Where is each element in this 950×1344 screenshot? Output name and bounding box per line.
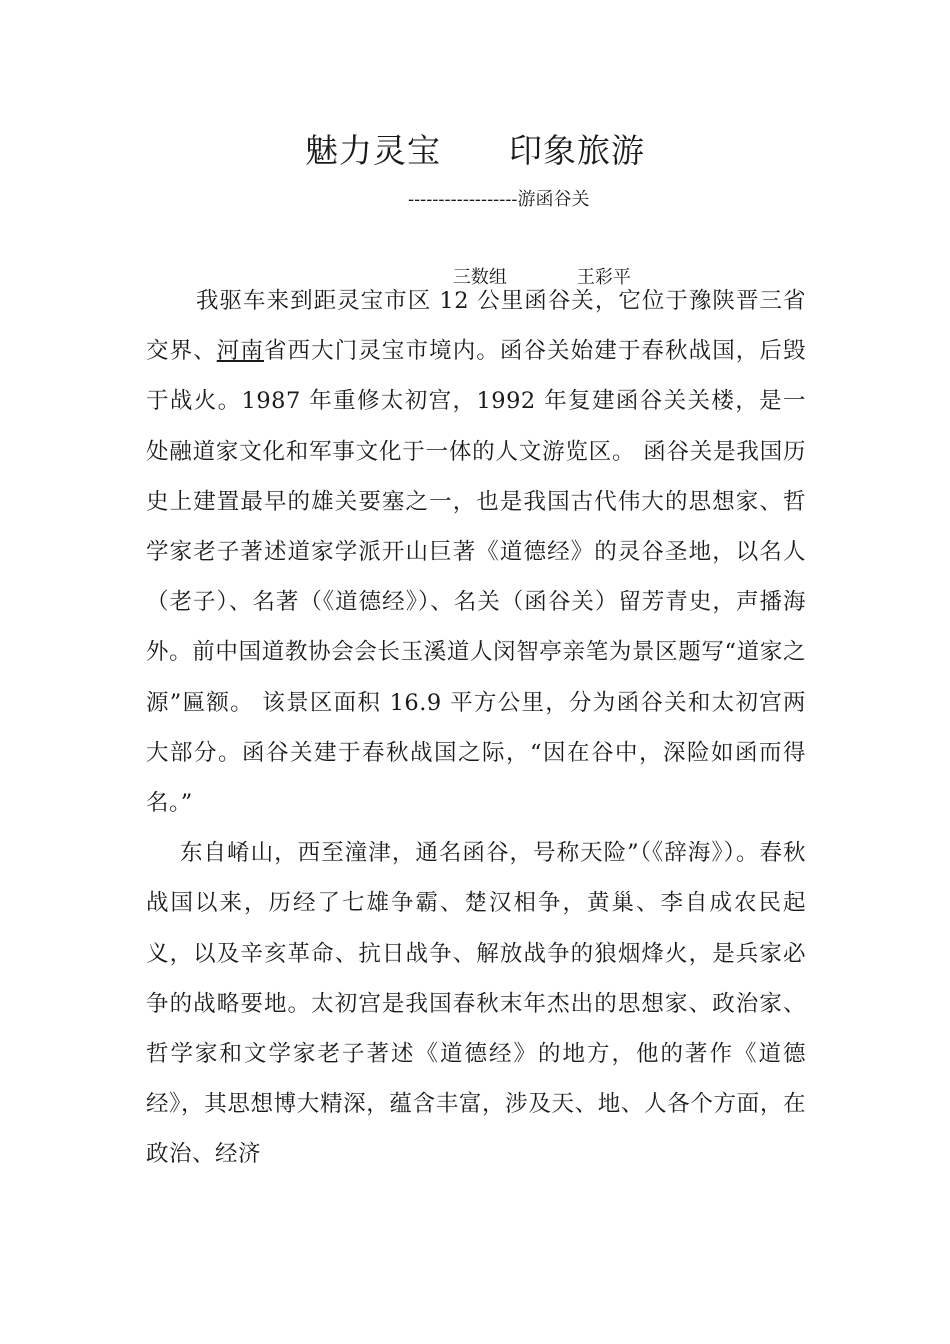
paragraph-1 [146, 276, 806, 828]
document-subtitle: ------------------游函谷关 [408, 189, 590, 210]
paragraph-1-text-start: 我驱车来到距灵宝市区 12 公里函谷关，它位于豫陕晋三省交界、 [146, 288, 806, 365]
paragraph-2: 东自崤山，西至潼津，通名函谷，号称天险”（《辞海》）。春秋战国以来，历经了七雄争霸、楚汉相争，黄巢、李自成农民起义，以及辛亥革命、抗日战争、解放战争的狼烟烽火，是兵家必争的战略要地。太初宫是我国春秋末年杰出的思想家、政治家、哲学家和文学家老子著述《道德经》的地方，他的著作《道德经》，其思想博大精深，蕴含丰富，涉及天、地、人各个方面，在政治、经济 [146, 840, 806, 1168]
author-name: 王彩平 [576, 267, 631, 288]
author-group: 三数组 [452, 267, 507, 288]
document-body [146, 276, 806, 1180]
document-title: 魅力灵宝 印象旅游 [305, 131, 645, 170]
paragraph-1-text-end: 省西大门灵宝市境内。函谷关始建于春秋战国，后毁于战火。1987 年重修太初宫，1992 年复建函谷关关楼，是一处融道家文化和军事文化于一体的人文游览区。 函谷关是我国历史上建置最早的雄关要塞之一，也是我国古代伟大的思想家、哲学家老子著述道家学派开山巨著《道德经》的灵谷圣地，以名人（老子）、名著（《道德经》）、名关（函谷关）留芳青史，声播海外。前中国道教协会会长玉溪道人闵智亭亲笔为景区题写“道家之源”匾额。 该景区面积 16.9 平方公里，分为函谷关和太初宫两大部分。函谷关建于春秋战国之际，“因在谷中，深险如函而得名。” [146, 338, 806, 817]
henan-link[interactable]: 河南 [216, 338, 264, 365]
